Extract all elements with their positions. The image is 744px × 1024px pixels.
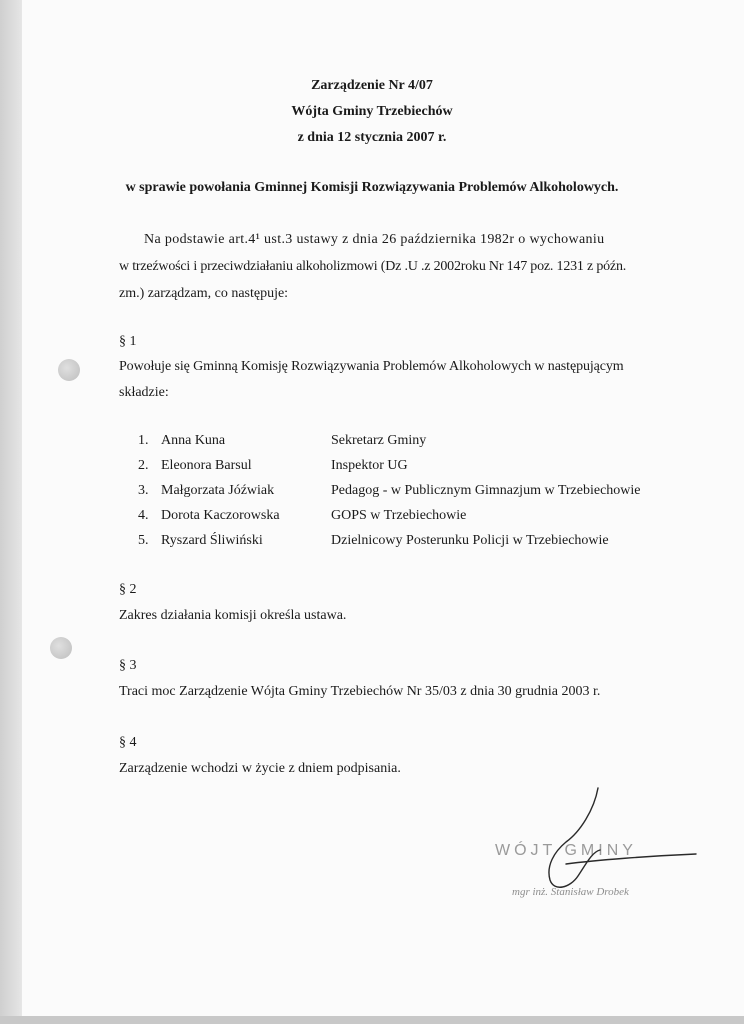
issuer-line: Wójta Gminy Trzebiechów [291, 104, 453, 119]
member-number: 4. [138, 508, 149, 523]
section-3-mark: § 3 [119, 658, 137, 673]
member-number: 2. [138, 458, 149, 473]
member-number: 5. [138, 533, 149, 548]
official-stamp-name: mgr inż. Stanisław Drobek [512, 886, 629, 898]
section-2-mark: § 2 [119, 582, 137, 597]
member-role: Sekretarz Gminy [331, 433, 427, 448]
member-name: Eleonora Barsul [161, 458, 252, 473]
scan-left-edge [0, 0, 22, 1024]
section-4-mark: § 4 [119, 735, 137, 750]
official-stamp-title: WÓJT GMINY [495, 842, 637, 859]
document-subject: w sprawie powołania Gminnej Komisji Rozwiązywania Problemów Alkoholowych. [125, 180, 619, 195]
member-role: Pedagog - w Publicznym Gimnazjum w Trzebiechowie [331, 483, 641, 498]
section-1-text: Powołuje się Gminną Komisję Rozwiązywania Problemów Alkoholowych w następującym [119, 359, 624, 374]
section-3-text: Traci moc Zarządzenie Wójta Gminy Trzebiechów Nr 35/03 z dnia 30 grudnia 2003 r. [119, 684, 601, 699]
section-1-text-cont: składzie: [119, 385, 169, 400]
section-2-text: Zakres działania komisji określa ustawa. [119, 608, 347, 623]
section-4-text: Zarządzenie wchodzi w życie z dniem podpisania. [119, 761, 401, 776]
preamble-line-1: Na podstawie art.4¹ ust.3 ustawy z dnia 26 października 1982r o wychowaniu [144, 232, 605, 247]
member-name: Anna Kuna [161, 433, 226, 448]
member-number: 3. [138, 483, 149, 498]
handwritten-signature [500, 780, 700, 900]
preamble-line-3: zm.) zarządzam, co następuje: [119, 286, 289, 301]
scan-bottom-edge [0, 1016, 744, 1024]
member-role: Dzielnicowy Posterunku Policji w Trzebiechowie [331, 533, 609, 548]
member-name: Ryszard Śliwiński [161, 533, 263, 548]
punch-hole-bottom [50, 637, 72, 659]
punch-hole-top [58, 359, 80, 381]
member-role: GOPS w Trzebiechowie [331, 508, 467, 523]
date-line: z dnia 12 stycznia 2007 r. [297, 130, 447, 145]
document-title: Zarządzenie Nr 4/07 [311, 78, 433, 93]
preamble-line-2: w trzeźwości i przeciwdziałaniu alkoholizmowi (Dz .U .z 2002roku Nr 147 poz. 1231 z późn. [119, 259, 627, 274]
member-number: 1. [138, 433, 149, 448]
member-name: Małgorzata Jóźwiak [161, 483, 275, 498]
section-1-mark: § 1 [119, 334, 137, 349]
member-role: Inspektor UG [331, 458, 408, 473]
member-name: Dorota Kaczorowska [161, 508, 280, 523]
